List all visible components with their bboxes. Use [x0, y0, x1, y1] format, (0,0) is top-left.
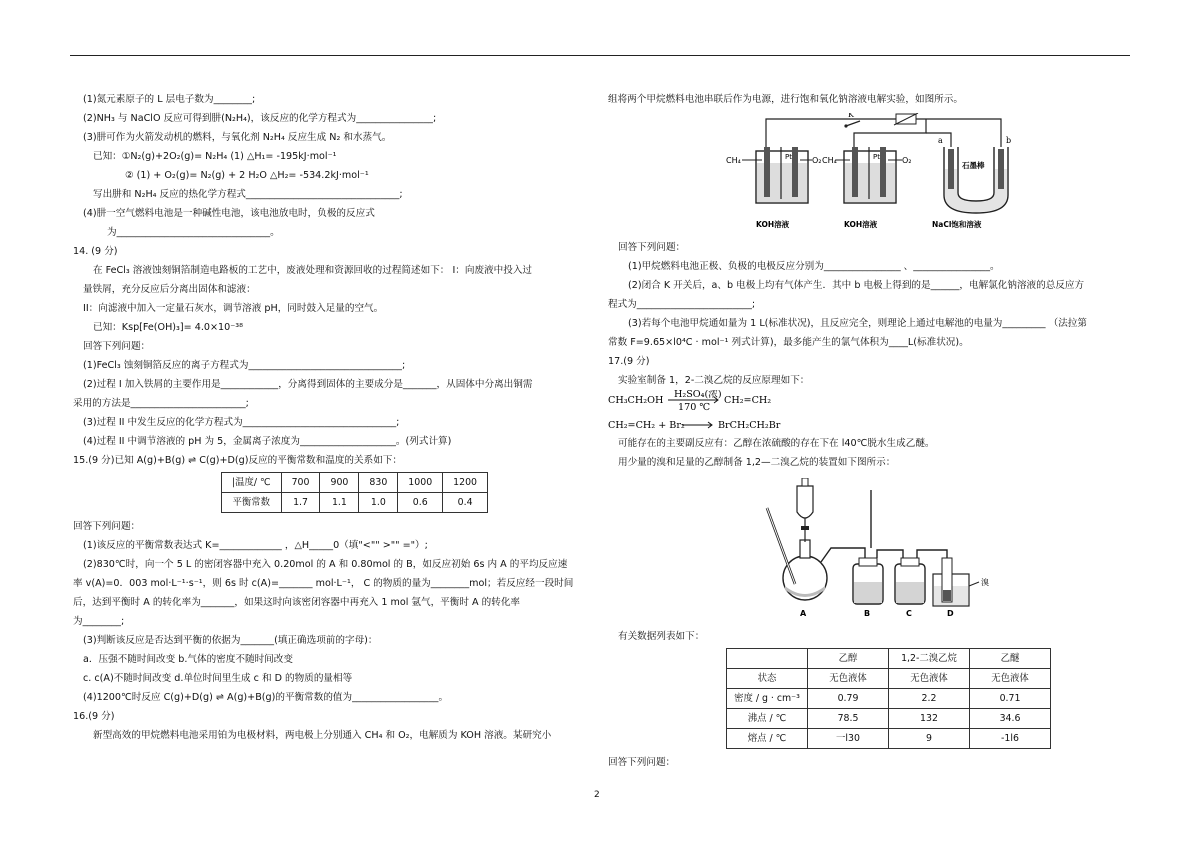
q17-line: 用少量的溴和足量的乙醇制备 1,2—二溴乙烷的装置如下图所示：	[618, 457, 896, 468]
q15-line: 后，达到平衡时 A 的转化率为_______，如果这时向该密闭容器中再充入 1 mol 氩气，平衡时 A 的转化率	[73, 597, 521, 608]
q16-line: (3)若每个电池甲烷通如量为 1 L(标准状况)，且反应完全，则理论上通过电解池的电量为_________ （法拉第	[628, 318, 1087, 329]
table-cell: 乙醚	[970, 649, 1051, 669]
table-cell: 一l30	[808, 729, 889, 749]
graphite-rod-label: 石墨棒	[962, 161, 985, 170]
table-cell: 1.1	[320, 493, 359, 513]
q16-line: 程式为________________________;	[608, 299, 756, 310]
table-cell: 熔点 / ℃	[727, 729, 808, 749]
apparatus-c-label: C	[906, 609, 912, 618]
left-column	[73, 90, 595, 745]
q14-line: (2)过程 I 加入铁屑的主要作用是____________，分离得到固体的主要成分是_______，从固体中分离出铜需	[83, 379, 533, 390]
q16-line: 回答下列问题：	[618, 242, 686, 253]
q14-line: II：向滤液中加入一定量石灰水，调节溶液 pH，同时鼓入足量的空气。	[83, 303, 384, 314]
reactants-ethylene-bromine: CH₂=CH₂ + Br₂	[608, 420, 685, 431]
table-cell: 34.6	[970, 709, 1051, 729]
ch4-label: CH₄	[726, 156, 741, 165]
table-cell: 9	[889, 729, 970, 749]
q16-line: (2)闭合 K 开关后，a、b 电极上均有气体产生．其中 b 电极上得到的是______，电解氯化钠溶液的总反应方	[628, 280, 1085, 291]
q13-line: (2)NH₃ 与 NaClO 反应可得到肼(N₂H₄)，该反应的化学方程式为________________;	[83, 113, 437, 124]
q15-line: 回答下列问题：	[73, 521, 141, 532]
q14-line: 已知：Ksp[Fe(OH)₃]= 4.0×10⁻³⁸	[93, 322, 243, 333]
q14-heading: 14. (9 分)	[73, 246, 118, 257]
q14-line: (3)过程 II 中发生反应的化学方程式为________________________________;	[83, 417, 400, 428]
fuel-cell-electrolysis-figure	[726, 113, 1016, 231]
table-cell: -1l6	[970, 729, 1051, 749]
table-cell: 状态	[727, 669, 808, 689]
q13-line: ② (1) + O₂(g)= N₂(g) + 2 H₂O △H₂= -534.2kJ·mol⁻¹	[125, 170, 369, 181]
q13-line: 为________________________________。	[107, 227, 280, 238]
q16-line: 组将两个甲烷燃料电池串联后作为电源，进行饱和氧化钠溶液电解实验，如图所示。	[608, 94, 963, 105]
table-cell: 2.2	[889, 689, 970, 709]
table-cell: 132	[889, 709, 970, 729]
equilibrium-constant-table	[221, 472, 488, 513]
table-cell: 沸点 / ℃	[727, 709, 808, 729]
q15-line: 率 v(A)=0．003 mol·L⁻¹·s⁻¹，则 6s 时 c(A)=_______ mol·L⁻¹， C 的物质的量为________mol；若反应经一段时间	[73, 578, 574, 589]
q13-line: (3)肼可作为火箭发动机的燃料，与氧化剂 N₂H₄ 反应生成 N₂ 和水蒸气。	[83, 132, 392, 143]
koh-solution-label: KOH溶液	[844, 220, 878, 229]
table-row	[727, 709, 1051, 729]
q17-line: 可能存在的主要副反应有：乙醇在浓硫酸的存在下在 l40℃脱水生成乙醚。	[618, 438, 935, 449]
product-ethylene: CH₂=CH₂	[724, 395, 772, 406]
table-cell: 1.0	[359, 493, 398, 513]
pt-label: Pt	[785, 153, 792, 161]
q13-line: 已知：①N₂(g)+2O₂(g)= N₂H₄ (1) △H₁= -195kJ·mol⁻¹	[93, 151, 337, 162]
q15-line: (4)1200℃时反应 C(g)+D(g) ⇌ A(g)+B(g)的平衡常数的值为__________________。	[83, 692, 449, 703]
table-cell: 0.6	[398, 493, 443, 513]
table-cell: 0.79	[808, 689, 889, 709]
q14-line: 回答下列问题：	[83, 341, 151, 352]
q15-line: (1)该反应的平衡常数表达式 K=_____________ ，△H_____0（填"<"" >"" ="）;	[83, 540, 428, 551]
o2-label: O₂	[812, 156, 822, 165]
q14-line: (1)FeCl₃ 蚀刻铜箔反应的离子方程式为________________________________;	[83, 360, 406, 371]
ch4-label: CH₄	[822, 156, 837, 165]
table-header-row	[727, 649, 1051, 669]
table-cell: 无色液体	[889, 669, 970, 689]
q17-heading: 17.(9 分)	[608, 356, 650, 367]
q16-line: 常数 F=9.65×l0⁴C · mol⁻¹ 列式计算)，最多能产生的氯气体积为____L(标准状况)。	[608, 337, 969, 348]
q17-line: 实验室制备 1，2-二溴乙烷的反应原理如下：	[618, 375, 810, 386]
apparatus-figure	[753, 478, 998, 618]
q17-line: 有关数据列表如下：	[618, 631, 705, 642]
q14-line: 采用的方法是________________________;	[73, 398, 249, 409]
q16-line: (1)甲烷燃料电池正极、负极的电极反应分别为________________ 、________________。	[628, 261, 1000, 272]
q15-line: (3)判断该反应是否达到平衡的依据为_______(填正确选项前的字母)：	[83, 635, 378, 646]
apparatus-b-label: B	[864, 609, 871, 618]
q15-heading: 15.(9 分)已知 A(g)+B(g) ⇌ C(g)+D(g)反应的平衡常数和温度的关系如下：	[73, 455, 402, 466]
q14-line: (4)过程 II 中调节溶液的 pH 为 5，金属离子浓度为____________________。(列式计算)	[83, 436, 452, 447]
q15-line: 为________;	[73, 616, 125, 627]
table-cell: 0.4	[443, 493, 488, 513]
apparatus-a-label: A	[800, 609, 807, 618]
q15-line: a．压强不随时间改变 b.气体的密度不随时间改变	[83, 654, 293, 665]
q15-line: c. c(A)不随时间改变 d.单位时间里生成 c 和 D 的物质的量相等	[83, 673, 353, 684]
q17-line: 回答下列问题：	[608, 757, 676, 768]
table-cell: 1200	[443, 473, 488, 493]
table-cell: 700	[281, 473, 320, 493]
table-cell: 1.7	[281, 493, 320, 513]
nacl-solution-label: NaCl饱和溶液	[932, 220, 982, 229]
switch-k-label: K	[848, 113, 854, 119]
table-row	[727, 689, 1051, 709]
table-cell: 乙醇	[808, 649, 889, 669]
table-cell: 830	[359, 473, 398, 493]
table-cell: 1,2-二溴乙烷	[889, 649, 970, 669]
q15-line: (2)830℃时，向一个 5 L 的密闭容器中充入 0.20mol 的 A 和 0.80mol 的 B，如反应初始 6s 内 A 的平均反应速	[83, 559, 568, 570]
table-cell: 密度 / g · cm⁻³	[727, 689, 808, 709]
table-cell: 78.5	[808, 709, 889, 729]
electrode-b-label: b	[1006, 136, 1012, 145]
q16-line: 新型高效的甲烷燃料电池采用铂为电极材料，两电极上分别通入 CH₄ 和 O₂，电解质为 KOH 溶液。某研究小	[93, 730, 552, 741]
koh-solution-label: KOH溶液	[756, 220, 790, 229]
q16-heading: 16.(9 分)	[73, 711, 115, 722]
table-row	[222, 493, 488, 513]
table-row	[222, 473, 488, 493]
table-cell: 平衡常数	[222, 493, 282, 513]
right-column	[608, 90, 1133, 772]
q13-line: (4)肼一空气燃料电池是一种碱性电池，该电池放电时，负极的反应式	[83, 208, 375, 219]
q13-line: 写出肼和 N₂H₄ 反应的热化学方程式________________________________;	[93, 189, 403, 200]
table-cell: 无色液体	[970, 669, 1051, 689]
table-cell: |温度/ ℃	[222, 473, 282, 493]
o2-label: O₂	[902, 156, 912, 165]
q14-line: 量铁屑，充分反应后分离出固体和滤液：	[83, 284, 256, 295]
page-number: 2	[594, 790, 600, 800]
table-row	[727, 729, 1051, 749]
q13-line: (1)氮元素原子的 L 层电子数为________;	[83, 94, 256, 105]
header-rule	[70, 55, 1130, 56]
table-cell: 900	[320, 473, 359, 493]
electrode-a-label: a	[938, 136, 943, 145]
q14-line: 在 FeCl₃ 溶液蚀刻铜箔制造电路板的工艺中，废液处理和资源回收的过程简述如下： I：向废液中投入过	[93, 265, 533, 276]
bromine-label: 溴	[981, 578, 989, 587]
reactant-ethanol: CH₃CH₂OH	[608, 395, 664, 406]
table-cell	[727, 649, 808, 669]
physical-data-table	[726, 648, 1051, 749]
table-cell: 无色液体	[808, 669, 889, 689]
temperature-label: 170 ℃	[678, 402, 711, 413]
pt-label: Pt	[873, 153, 880, 161]
table-cell: 0.71	[970, 689, 1051, 709]
reaction-equations	[608, 390, 808, 434]
catalyst-label: H₂SO₄(浓)	[674, 390, 722, 400]
table-row	[727, 669, 1051, 689]
product-dibromoethane: BrCH₂CH₂Br	[718, 420, 781, 431]
table-cell: 1000	[398, 473, 443, 493]
apparatus-d-label: D	[947, 609, 954, 618]
